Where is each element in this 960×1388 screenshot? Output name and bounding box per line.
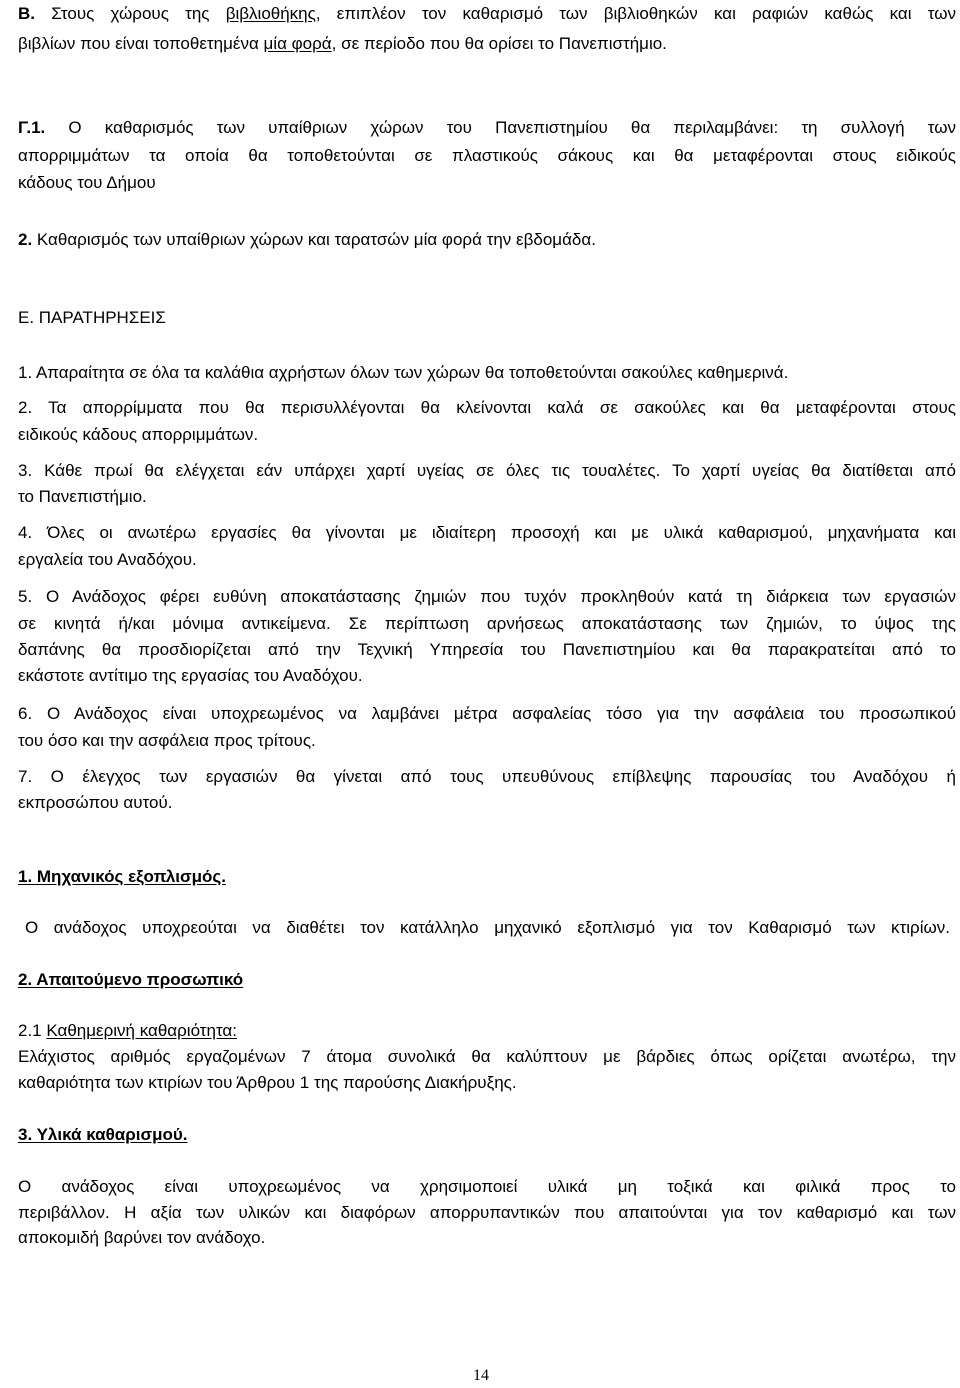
equipment-heading [18,864,956,890]
section-b-line [18,1,956,27]
text-run: Ο καθαρισμός των υπαίθριων χώρων του Πανεπιστημίου θα περιλαμβάνει: τη συλλογή των [45,118,956,137]
remark-line: σε κινητά ή/και μόνιμα αντικείμενα. Σε περίπτωση αρνήσεως αποκατάστασης των ζημιών, το ύψος της [18,614,956,633]
equipment-text: Ο ανάδοχος υποχρεούται να διαθέτει τον κατάλληλο μηχανικό εξοπλισμό για τον Καθαρισμό των κτιρίων. [25,918,950,937]
page-number: 14 [473,1367,489,1384]
staff-heading [18,967,956,993]
remark-line: το Πανεπιστήμιο. [18,487,147,506]
staff-heading-text: 2. Απαιτούμενο προσωπικό [18,970,244,989]
underlined-text: μία φορά [263,34,332,53]
section-b-line [18,31,956,57]
text-run: Καθαρισμός των υπαίθριων χώρων και ταρατσών μία φορά την εβδομάδα. [32,230,596,249]
staff-subheading [18,1018,956,1044]
remark-line: εκάστοτε αντίτιμο της εργασίας του Αναδόχου. [18,666,363,685]
sub-title: Καθημερινή καθαριότητα: [46,1021,237,1040]
item-c2-line [18,227,956,253]
remark-line: 1. Απαραίτητα σε όλα τα καλάθια αχρήστων όλων των χώρων θα τοποθετούνται σακούλες καθημερινά. [18,363,789,382]
text-run: βιβλίων που είναι τοποθετημένα [18,34,264,53]
remark-line: 5. Ο Ανάδοχος φέρει ευθύνη αποκατάστασης ζημιών που τυχόν προκληθούν κατά τη διάρκεια των εργασιών [18,587,956,606]
remark-line: 7. Ο έλεγχος των εργασιών θα γίνεται από τους υπευθύνους επίβλεψης παρουσίας του Αναδόχου ή [18,767,956,786]
remarks-heading: Ε. ΠΑΡΑΤΗΡΗΣΕΙΣ [18,308,166,327]
remark-line: ειδικούς κάδους απορριμμάτων. [18,425,259,444]
remark-line: του όσο και την ασφάλεια προς τρίτους. [18,731,316,750]
section-c-label: Γ.1. [18,118,46,137]
remark-line: 2. Τα απορρίμματα που θα περισυλλέγονται θα κλείνονται καλά σε σακούλες και θα μεταφέρονται στους [18,398,956,417]
remark-line: 3. Κάθε πρωί θα ελέγχεται εάν υπάρχει χαρτί υγείας σε όλες τις τουαλέτες. Το χαρτί υγείας θα διατίθεται από [18,461,956,480]
remark-line: δαπάνης θα προσδιορίζεται από την Τεχνική Υπηρεσία του Πανεπιστημίου και θα παρακρατείται από το [18,640,956,659]
item-c2-label: 2. [18,230,33,249]
materials-line: Ο ανάδοχος είναι υποχρεωμένος να χρησιμοποιεί υλικά μη τοξικά και φιλικά προς το [18,1177,956,1196]
underlined-text: βιβλιοθήκης [225,4,316,23]
text-run: , σε περίοδο που θα ορίσει το Πανεπιστήμιο. [331,34,667,53]
section-c-line: απορριμμάτων τα οποία θα τοποθετούνται σε πλαστικούς σάκους και θα μεταφέρονται στους ειδικούς [18,146,956,165]
materials-heading [18,1122,956,1148]
sub-number: 2.1 [18,1021,47,1040]
text-run: , επιπλέον τον καθαρισμό των βιβλιοθηκών και ραφιών καθώς και των [315,4,957,23]
equipment-heading-text: 1. Μηχανικός εξοπλισμός. [18,867,226,886]
staff-line: καθαριότητα των κτιρίων του Άρθρου 1 της παρούσης Διακήρυξης. [18,1073,517,1092]
section-c-line: κάδους του Δήμου [18,173,156,192]
section-c-line [18,115,956,141]
remark-line: 6. Ο Ανάδοχος είναι υποχρεωμένος να λαμβάνει μέτρα ασφαλείας τόσο για την ασφάλεια του προσωπικού [18,704,956,723]
materials-line: αποκομιδή βαρύνει τον ανάδοχο. [18,1228,266,1247]
remark-line: 4. Όλες οι ανωτέρω εργασίες θα γίνονται με ιδιαίτερη προσοχή και με υλικά καθαρισμού, μηχανήματα και [18,523,956,542]
remark-line: εκπροσώπου αυτού. [18,793,173,812]
section-b-label: Β. [18,4,35,23]
remark-line: εργαλεία του Αναδόχου. [18,550,197,569]
materials-line: περιβάλλον. Η αξία των υλικών και διαφόρων απορρυπαντικών που απαιτούνται για τον καθαρισμό και των [18,1203,956,1222]
staff-line: Ελάχιστος αριθμός εργαζομένων 7 άτομα συνολικά θα καλύπτουν με βάρδιες όπως ορίζεται ανωτέρω, την [18,1047,956,1066]
materials-heading-text: 3. Υλικά καθαρισμού. [18,1125,188,1144]
text-run: Στους χώρους της [35,4,226,23]
